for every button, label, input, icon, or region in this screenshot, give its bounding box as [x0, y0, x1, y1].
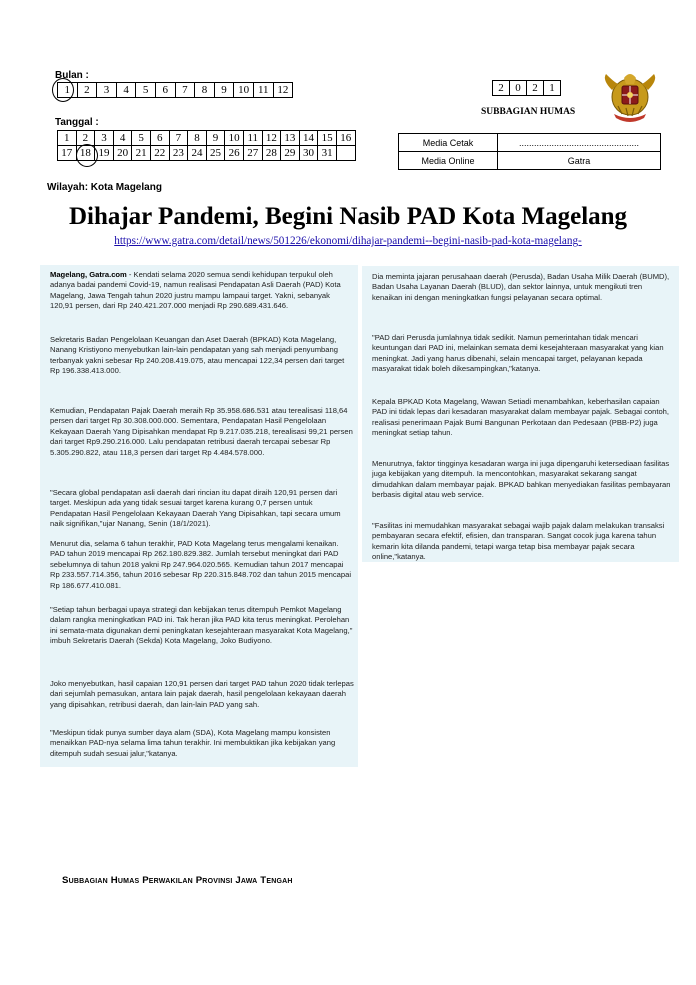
month-cell: 6: [155, 83, 175, 98]
paragraph: "Meskipun tidak punya sumber daya alam (SDA), Kota Magelang mampu konsisten menaikkan PAD-nya selama lima tahun terakhir. Ini membuktikan jika kebijakan yang ditempuh sudah sesuai jalur,"katanya.: [50, 728, 336, 758]
year-box: [492, 80, 561, 96]
media-cetak-label: Media Cetak: [399, 134, 498, 152]
month-cell: 11: [253, 83, 273, 98]
day-cell: 5: [132, 131, 151, 146]
day-cell: 19: [95, 146, 114, 161]
garuda-emblem-icon: [600, 70, 660, 126]
day-cell: 8: [188, 131, 207, 146]
day-cell: 24: [188, 146, 207, 161]
media-online-label: Media Online: [399, 152, 498, 170]
month-cell: 2: [77, 83, 97, 98]
day-cell: 10: [225, 131, 244, 146]
day-cell: 17: [58, 146, 77, 161]
paragraph: Joko menyebutkan, hasil capaian 120,91 persen dari target PAD tahun 2020 tidak terlepas dari sejumlah pemasukan, antara lain pajak daerah, hasil pengelolaan kekayaan daerah yang dipisahkan, retribusi daerah, dan lain-lain PAD yang sah.: [50, 679, 354, 709]
dept-label: SUBBAGIAN HUMAS: [481, 107, 576, 117]
paragraph: Dia meminta jajaran perusahaan daerah (Perusda), Badan Usaha Milik Daerah (BUMD), Badan Usaha Layanan Daerah (BLUD), dan sektor lainnya, untuk mengikuti tren kenaikan ini dengan meningkatkan fungsi pelayanan secara optimal.: [372, 272, 670, 302]
day-cell: 21: [132, 146, 151, 161]
paragraph: "PAD dari Perusda jumlahnya tidak sedikit. Namun pemerintahan tidak mencari keuntungan dari PAD ini, melainkan semata demi kesejahteraan masyarakat yang kian meningkat. Jadi yang harus dibenahi, selain mencapai target, pelayanan kepada masyarakat tidak boleh dikesampingkan,"katanya.: [372, 333, 664, 374]
year-digit: 2: [493, 81, 510, 96]
selected-month-circle: [52, 78, 74, 102]
day-cell: 27: [243, 146, 262, 161]
month-cell: 9: [214, 83, 234, 98]
day-cell: 31: [318, 146, 337, 161]
day-cell: 23: [169, 146, 188, 161]
paragraph: Menurutnya, faktor tingginya kesadaran warga ini juga dipengaruhi ketersediaan fasilitas juga kebijakan yang ditempuh. Ia mencontohkan, masyarakat sekarang sangat dimudahkan dalam membayar pajak. BPKAD bahkan menyediakan fasilitas pembayaran berbasis digital atau web service.: [372, 459, 671, 500]
month-cell: 10: [234, 83, 254, 98]
month-table: [57, 82, 293, 98]
tanggal-label: Tanggal :: [55, 117, 99, 128]
media-online-value: Gatra: [498, 152, 661, 170]
paragraph: Kemudian, Pendapatan Pajak Daerah meraih Rp 35.958.686.531 atau terealisasi 118,64 persen dari target Rp 30.308.000.000. Sementara, Pendapatan Hasil Pengelolaan Kekayaan Daerah Yang Dipisahkan mendapat Rp 9.217.035.218, terealisasi 99,21 persen dari target Rp9.290.216.000. Lalu pendapatan retribusi daerah tercapai sebesar Rp 5.305.290.822, atau 118,3 persen dari target Rp 4.484.578.000.: [50, 406, 353, 457]
paragraph: Kepala BPKAD Kota Magelang, Wawan Setiadi menambahkan, keberhasilan capaian PAD ini tidak lepas dari kesadaran masyarakat dalam membayar pajak. Sebagai contoh, realisasi penerimaan Pajak Bumi Bangunan Perkotaan dan Pedesaan (PBB-P2) juga meningkat setiap tahun.: [372, 397, 670, 438]
day-cell: 4: [113, 131, 132, 146]
day-cell: 30: [299, 146, 318, 161]
media-cetak-value: ................................................: [498, 134, 661, 152]
month-cell: 1: [58, 83, 78, 98]
paragraph: "Setiap tahun berbagai upaya strategi dan kebijakan terus ditempuh Pemkot Magelang dalam rangka meningkatkan PAD ini. Tak heran jika PAD kita terus meningkat. Perolehan ini semata-mata digunakan demi peningkatan kesejahteraan masyarakat Kota Magelang," imbuh Sekretaris Daerah (Sekda) Kota Magelang, Joko Budiyono.: [50, 605, 353, 646]
bulan-label: Bulan :: [55, 70, 89, 81]
article-title: Dihajar Pandemi, Begini Nasib PAD Kota Magelang: [68, 203, 628, 230]
month-cell: 12: [273, 83, 293, 98]
article-url[interactable]: https://www.gatra.com/detail/news/501226/ekonomi/dihajar-pandemi--begini-nasib-pad-kota-magelang-: [114, 235, 582, 247]
day-cell: 26: [225, 146, 244, 161]
paragraph: Menurut dia, selama 6 tahun terakhir, PAD Kota Magelang terus mengalami kenaikan. PAD tahun 2019 mencapai Rp 262.180.829.382. Jumlah tersebut meningkat dari PAD sebelumnya di tahun 2018 yakni Rp 247.964.020.565. Kemudian tahun 2017 mencapai Rp 233.557.714.356, tahun 2016 sebesar Rp 220.315.848.702 dan tahun 2015 mencapai Rp 186.677.410.081.: [50, 539, 352, 590]
day-cell: 1: [58, 131, 77, 146]
month-cell: 7: [175, 83, 195, 98]
selected-day-circle: [76, 144, 98, 167]
day-cell: 11: [243, 131, 262, 146]
footer-text: Subbagian Humas Perwakilan Provinsi Jawa Tengah: [62, 875, 293, 886]
paragraph: "Secara global pendapatan asli daerah dari rincian itu dapat diraih 120,91 persen dari target. Meskipun ada yang tidak sesuai target karena kurang 0,7 persen untuk Pendapatan Hasil Pengelolaan Kekayaan Daerah Yang Dipisahkan, tapi secara umum naik signifikan,"ujar Nanang, Senin (18/1/2021).: [50, 488, 341, 529]
paragraph: "Fasilitas ini memudahkan masyarakat sebagai wajib pajak dalam melakukan transaksi pembayaran secara efektif, efisien, dan transparan. Sangat cocok juga karena tahun kemarin kita dilanda pandemi, tetapi warga tetap bisa membayar pajak secara online,"katanya.: [372, 521, 665, 562]
day-cell: 7: [169, 131, 188, 146]
year-digit: 1: [544, 81, 561, 96]
month-cell: 3: [97, 83, 117, 98]
paragraph: Magelang, Gatra.com - Kendati selama 2020 semua sendi kehidupan terpukul oleh adanya badai pandemi Covid-19, namun realisasi Pendapatan Asli Daerah (PAD) Kota Magelang, Jawa Tengah tahun 2020 justru mampu lampaui target. Yakni, sebanyak 120,91 persen, dari Rp 240.421.207.000 menjadi Rp 290.689.431.646.: [50, 270, 341, 311]
day-cell: 3: [95, 131, 114, 146]
day-cell: 25: [206, 146, 225, 161]
empty-day-cell: [336, 146, 355, 161]
wilayah-label: Wilayah: Kota Magelang: [47, 182, 162, 193]
paragraph: Sekretaris Badan Pengelolaan Keuangan dan Aset Daerah (BPKAD) Kota Magelang, Nanang Kristiyono menyebutkan lain-lain pendapatan yang sah menjadi penyumbang terbanyak yakni sebesar Rp 240.208.419.075, atau mencapai 122,34 persen dari target Rp 196.338.413.000.: [50, 335, 345, 376]
day-cell: 16: [336, 131, 355, 146]
day-cell: 9: [206, 131, 225, 146]
day-cell: 28: [262, 146, 281, 161]
day-cell: 13: [281, 131, 300, 146]
media-table: [398, 133, 661, 170]
day-cell: 29: [281, 146, 300, 161]
month-cell: 8: [195, 83, 215, 98]
day-cell: 14: [299, 131, 318, 146]
year-digit: 0: [510, 81, 527, 96]
day-cell: 2: [76, 131, 95, 146]
date-table: [57, 130, 356, 161]
month-cell: 4: [116, 83, 136, 98]
year-digit: 2: [527, 81, 544, 96]
day-cell: 12: [262, 131, 281, 146]
day-cell: 20: [113, 146, 132, 161]
dateline: Magelang, Gatra.com: [50, 270, 127, 279]
day-cell: 22: [150, 146, 169, 161]
day-cell: 18: [76, 146, 95, 161]
month-cell: 5: [136, 83, 156, 98]
day-cell: 15: [318, 131, 337, 146]
day-cell: 6: [150, 131, 169, 146]
